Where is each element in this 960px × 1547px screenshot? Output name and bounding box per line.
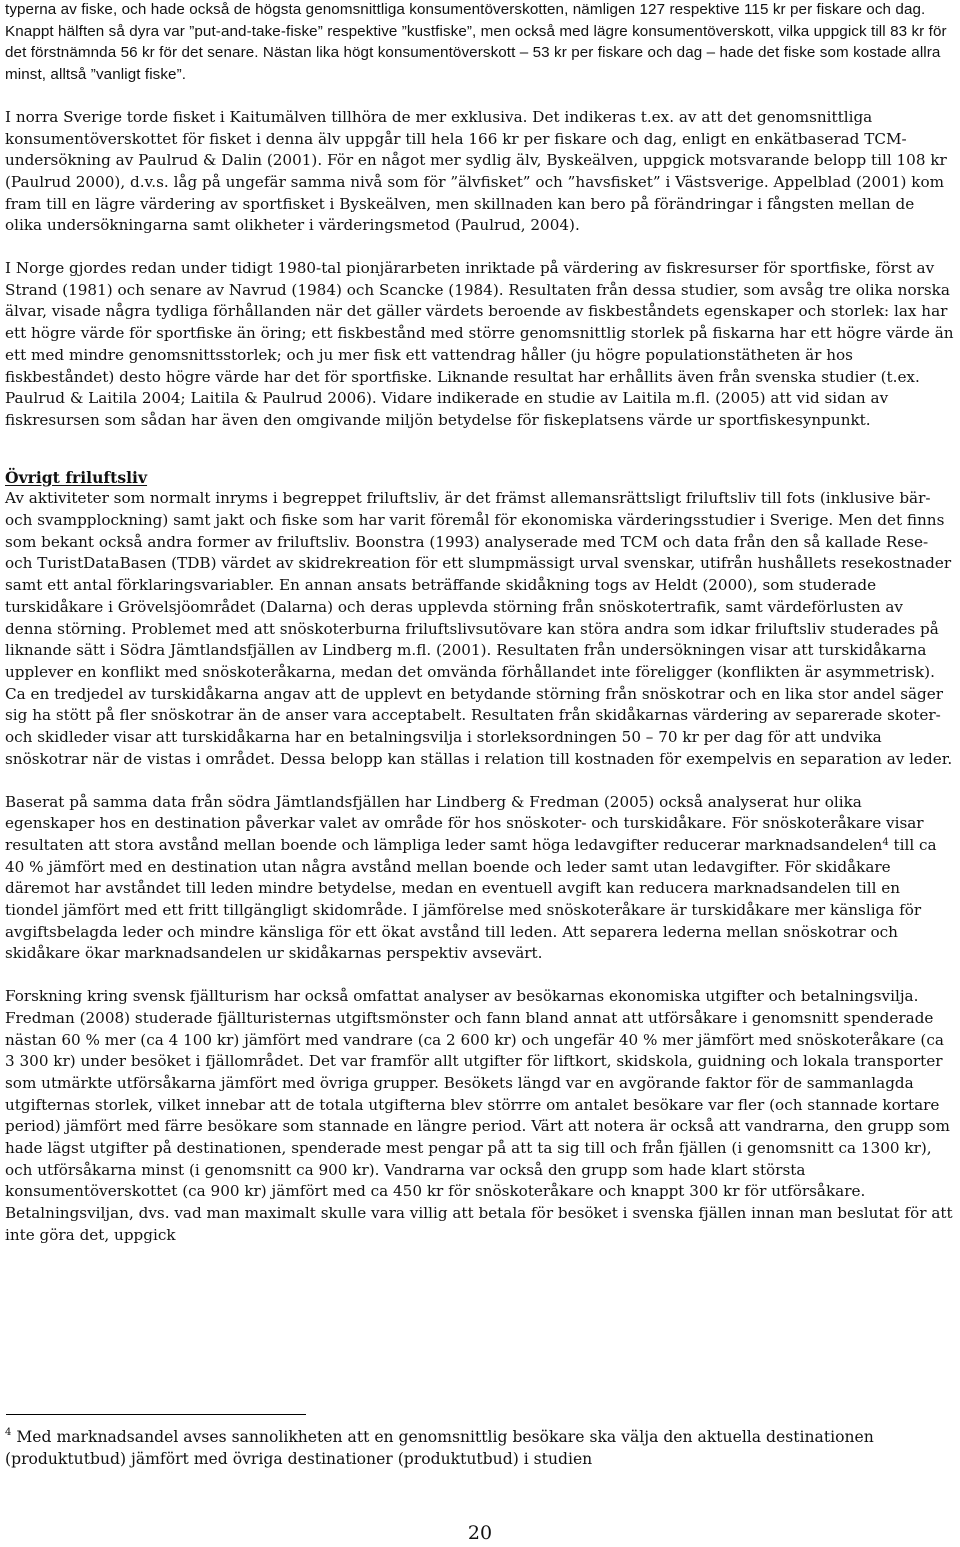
page-number: 20 [467, 1522, 493, 1544]
paragraph-market-share-part-2: till ca 40 % jämfört med en destination utan några avstånd mellan boende och leder samt utan ledavgifter. För skidåkare däremot har avståndet till leden mindre betydelse, medan en eventuell avgift kan reducera marknadsandelen till en tiondel jämfört med ett fritt tillgängligt skidområde. I jämförelse med snöskoteråkare är turskidåkare mer känsliga för avgiftsbelagda leder och mindre känsliga för ett ökat avstånd till leden. Att separera lederna mellan snöskotrar och skidåkare ökar marknadsandelen ur skidåkarnas perspektiv avsevärt. [5, 835, 937, 963]
paragraph-market-share [5, 792, 954, 966]
paragraph-mountain-tourism: Forskning kring svensk fjällturism har också omfattat analyser av besökarnas ekonomiska utgifter och betalningsvilja. Fredman (2008) studerade fjällturisternas utgiftsmönster och fann bland annat att utförsåkare i genomsnitt spenderade nästan 60 % mer (ca 4 100 kr) jämfört med vandrare (ca 2 600 kr) och ungefär 40 % mer jämfört med snöskoteråkare (ca 3 300 kr) under besöket i fjällområdet. Det var framför allt utgifter för liftkort, skidskola, guidning och lokala transporter som utmärkte utförsåkarna jämfört med övriga grupper. Besökets längd var en avgörande faktor för de sammanlagda utgifternas storlek, vilket innebar att de totala utgifterna blev störrre om antalet besökare var fler (och stannade kortare period) jämfört med färre besökare som stannade en längre period. Värt att notera är också att vandrarna, den grupp som hade lägst utgifter på destinationen, spenderade mest pengar på att ta sig till och från fjällen (i genomsnitt ca 1300 kr), och utförsåkarna minst (i genomsnitt ca 900 kr). Vandrarna var också den grupp som hade klart största konsumentöverskottet (ca 900 kr) jämfört med ca 450 kr för snöskoteråkare och knappt 300 kr för utförsåkare. Betalningsviljan, dvs. vad man maximalt skulle vara villig att betala för besöket i svenska fjällen innan man beslutat för att inte göra det, uppgick [5, 987, 953, 1244]
footnote-divider [6, 1414, 306, 1415]
paragraph-fishing-types: typerna av fiske, och hade också de högsta genomsnittliga konsumentöverskotten, nämligen 127 respektive 115 kr per fiskare och dag. Knappt hälften så dyra var ”put-and-take-fiske” respektive ”kustfiske”, men också med lägre konsumentöverskott, vilka uppgick till 83 kr för det förstnämnda 56 kr för det senare. Nästan lika högt konsumentöverskott – 53 kr per fiskare och dag – hade det fiske som kostade allra minst, alltså ”vanligt fiske”. [5, 1, 947, 84]
paragraph-norway-studies: I Norge gjordes redan under tidigt 1980-tal pionjärarbeten inriktade på värdering av fiskresurser för sportfiske, först av Strand (1981) och senare av Navrud (1984) och Scancke (1984). Resultaten från dessa studier, som avsåg tre olika norska älvar, visade några tydliga förhållanden när det gäller värdets beroende av fiskbeståndets egenskaper och storlek: lax har ett högre värde för sportfiske än öring; ett fiskbestånd med större genomsnittlig storlek på fiskarna har ett högre värde än ett med mindre genomsnittsstorlek; och ju mer fisk ett vattendrag håller (ju högre populationstätheten är hos fiskbeståndet) desto högre värde har det för sportfiske. Liknande resultat har erhållits även från svenska studier (t.ex. Paulrud & Laitila 2004; Laitila & Paulrud 2006). Vidare indikerade en studie av Laitila m.fl. (2005) att vid sidan av fiskresursen som sådan har även den omgivande miljön betydelse för fiskeplatsens värde ur sportfiskesynpunkt. [5, 259, 954, 429]
footnote-reference[interactable]: 4 [882, 836, 889, 848]
paragraph-market-share-part-1: Baserat på samma data från södra Jämtlandsfjällen har Lindberg & Fredman (2005) också analyserat hur olika egenskaper hos en destination påverkar valet av område för hos snöskoter- och turskidåkare. För snöskoteråkare visar resultaten att stora avstånd mellan boende och lämpliga leder samt höga ledavgifter reducerar marknadsandelen [5, 792, 924, 854]
paragraph-other-outdoor-life: Av aktiviteter som normalt inryms i begreppet friluftsliv, är det främst allemansrättsligt friluftsliv till fots (inklusive bär- och svampplockning) samt jakt och fiske som har varit föremål för ekonomiska värderingsstudier i Sverige. Men det finns som bekant också andra former av friluftsliv. Boonstra (1993) analyserade med TCM och data från den så kallade Rese- och TuristDataBasen (TDB) värdet av skidrekreation för ett slumpmässigt urval svenskar, utifrån hushållets resekostnader samt ett antal förklaringsvariabler. En annan ansats beträffande skidåkning togs av Heldt (2000), som studerade turskidåkare i Grövelsjöområdet (Dalarna) och deras upplevda störning från snöskotertrafik, samt värdeförlusten av denna störning. Problemet med att snöskoterburna friluftslivsutövare kan störa andra som idkar friluftsliv studerades på liknande sätt i Södra Jämtlandsfjällen av Lindberg m.fl. (2001). Resultaten från undersökningen visar att turskidåkarna upplever en konflikt med snöskoteråkarna, medan det omvända förhållandet inte föreligger (konflikten är asymmetrisk). Ca en tredjedel av turskidåkarna angav att de upplevt en betydande störning från snöskotrar och en lika stor andel säger sig ha stött på fler snöskotrar än de anser vara acceptabelt. Resultaten från skidåkarnas värdering av separerade skoter- och skidleder visar att turskidåkarna har en betalningsvilja i storleksordningen 50 – 70 kr per dag för att undvika snöskotrar när de vistas i området. Dessa belopp kan ställas i relation till kostnaden för exempelvis en separation av leder. [5, 489, 953, 768]
footnote-number: 4 [5, 1427, 12, 1438]
footnote [5, 1426, 945, 1470]
section-heading: Övrigt friluftsliv [5, 467, 148, 487]
paragraph-northern-rivers: I norra Sverige torde fisket i Kaitumälven tillhöra de mer exklusiva. Det indikeras t.ex. av att det genomsnittliga konsumentöverskottet för fisket i denna älv uppgår till hela 166 kr per fiskare och dag, enligt en enkätbaserad TCM-undersökning av Paulrud & Dalin (2001). För en något mer sydlig älv, Byskeälven, uppgick motsvarande belopp till 108 kr (Paulrud 2000), d.v.s. låg på ungefär samma nivå som för ”älvfisket” och ”havsfisket” i Västsverige. Appelblad (2001) kom fram till en lägre värdering av sportfisket i Byskeälven, men skillnaden kan bero på förändringar i fångsten mellan de olika undersökningarna samt olikheter i värderingsmetod (Paulrud, 2004). [5, 107, 947, 235]
footnote-text: Med marknadsandel avses sannolikheten att en genomsnittlig besökare ska välja den aktuella destinationen (produktutbud) jämfört med övriga destinationer (produktutbud) i studien [5, 1428, 874, 1468]
